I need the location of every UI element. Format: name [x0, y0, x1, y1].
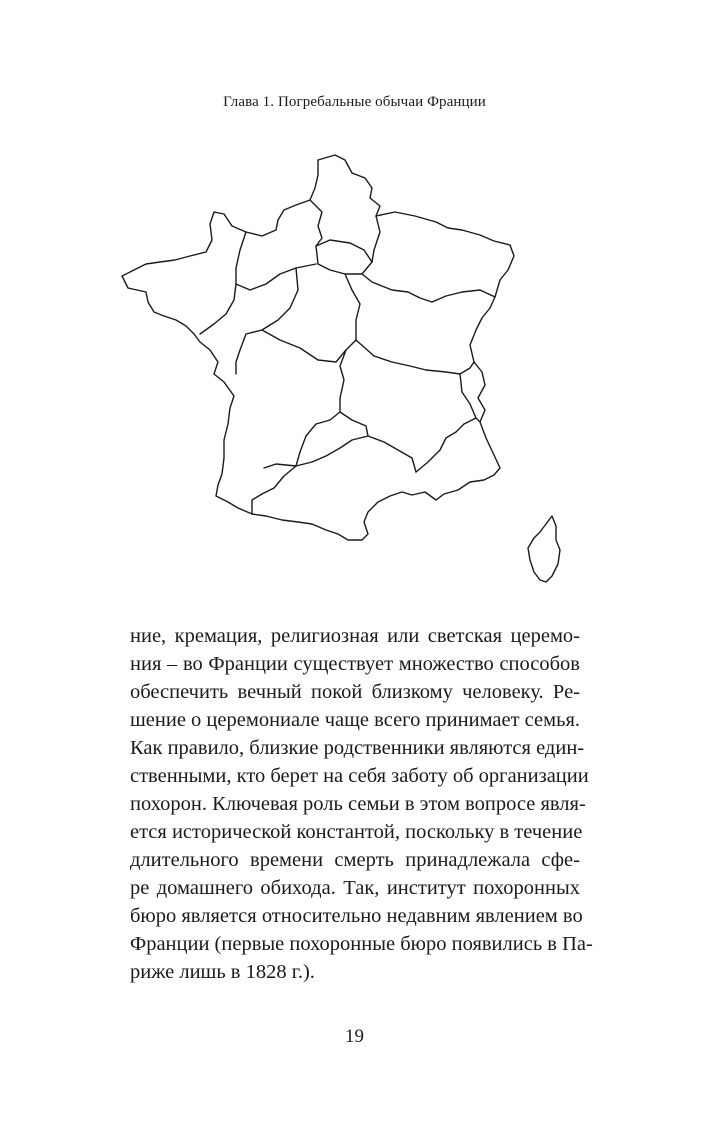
- running-header: Глава 1. Погребальные обычаи Франции: [223, 94, 486, 110]
- corsica-outline: [528, 516, 560, 582]
- body-paragraph: [130, 622, 593, 986]
- mainland-outline: [122, 155, 514, 540]
- border-idf: [316, 240, 372, 274]
- france-map-svg: [108, 148, 578, 593]
- text-line: шение о церемониале чаще всего принимает семья.: [130, 709, 581, 731]
- text-line: бюро является относительно недавним явлением во: [130, 905, 583, 927]
- text-line: ре домашнего обихода. Так, институт похоронных: [130, 877, 580, 899]
- border-ara-occitanie: [340, 412, 368, 436]
- text-line: Франции (первые похоронные бюро появились в Па-: [130, 933, 593, 955]
- page-number: 19: [345, 1026, 364, 1047]
- border-cvl-nouvelle: [262, 330, 346, 362]
- border-nouvelle-occitanie: [252, 466, 296, 514]
- text-line: ственными, кто берет на себя заботу об организации: [130, 765, 589, 787]
- text-line: ние, кремация, религиозная или светская церемо-: [130, 625, 580, 647]
- text-line: длительного времени смерть принадлежала сфе-: [130, 849, 580, 871]
- text-line: риже лишь в 1828 г.).: [130, 961, 315, 983]
- border-ara-inner: [460, 374, 476, 418]
- text-line: ния – во Франции существует множество способов: [130, 653, 580, 675]
- border-bourgogne-ara: [356, 340, 474, 374]
- text-line: похорон. Ключевая роль семьи в этом вопросе явля-: [130, 793, 586, 815]
- border-grandest-bourgogne: [362, 274, 495, 302]
- text-line: ется исторической константой, поскольку в течение: [130, 821, 583, 843]
- border-cvl-bourgogne: [345, 274, 360, 350]
- text-line: обеспечить вечный покой близкому человеку. Ре-: [130, 681, 580, 703]
- text-line: Как правило, близкие родственники являются един-: [130, 737, 585, 759]
- border-occitanie-north: [264, 436, 416, 472]
- border-hauts-grandest: [372, 216, 380, 262]
- border-normandy-south: [236, 232, 316, 290]
- border-ara-paca: [416, 418, 480, 472]
- border-brittany-pdl: [200, 284, 236, 334]
- border-normandy-hauts: [310, 200, 322, 246]
- france-regions-map: [108, 148, 578, 593]
